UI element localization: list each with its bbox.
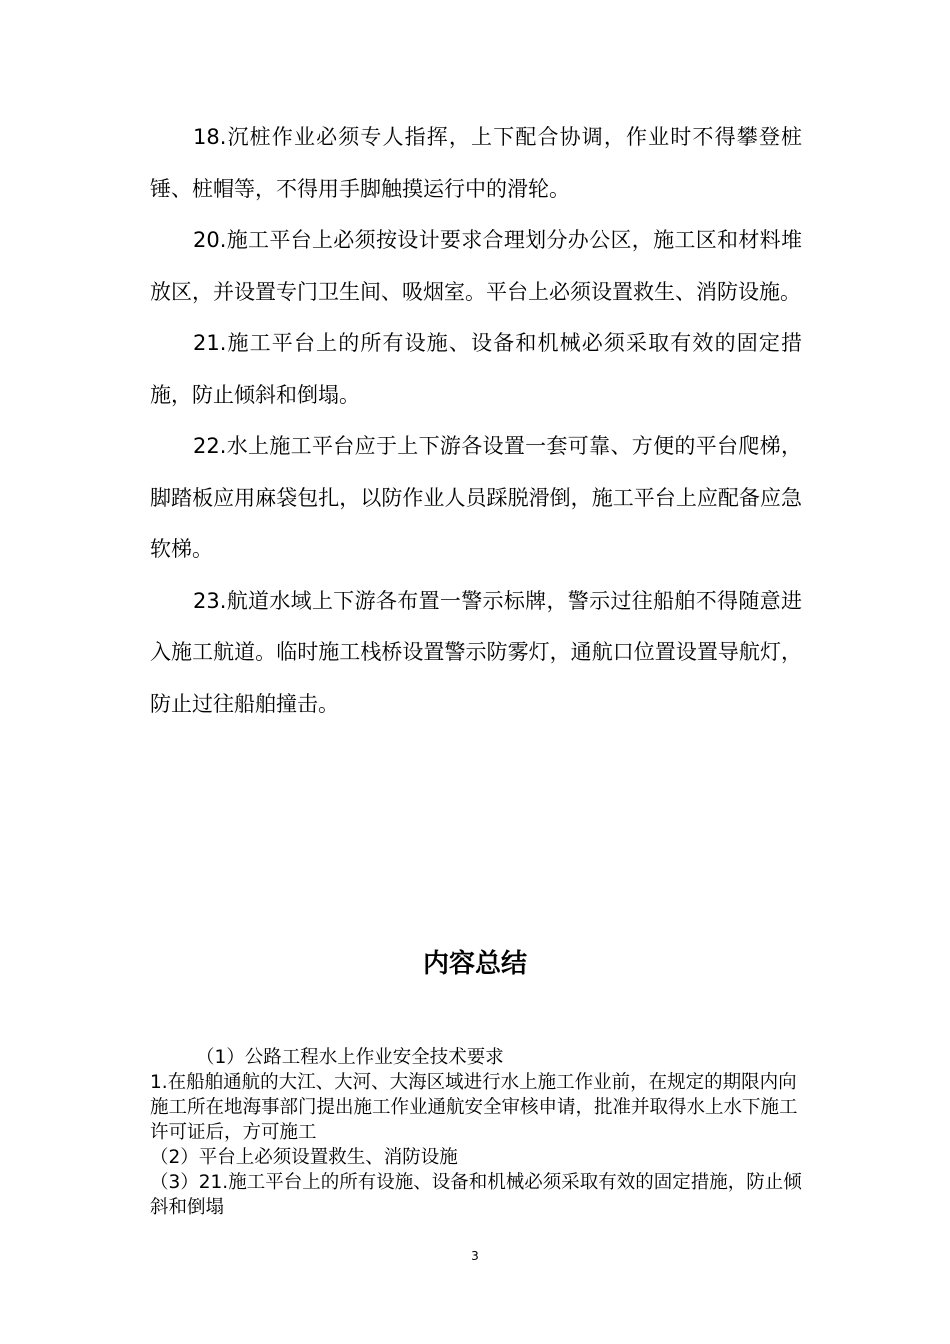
summary-line: （1）公路工程水上作业安全技术要求 [196,1047,504,1068]
summary-line: 1.在船舶通航的大江、大河、大海区域进行水上施工作业前，在规定的期限内向施工所在地海事部门提出施工作业通航安全审核申请，批准并取得水上水下施工许可证后，方可施工 [150,1072,798,1143]
page-number: 3 [471,1249,479,1263]
body-text [150,112,802,730]
summary-section [150,1045,802,1220]
paragraph-22: 22.水上施工平台应于上下游各设置一套可靠、方便的平台爬梯，脚踏板应用麻袋包扎，以防作业人员踩脱滑倒，施工平台上应配备应急软梯。 [150,434,802,561]
summary-line: （2）平台上必须设置救生、消防设施 [150,1147,458,1168]
paragraph-18: 18.沉桩作业必须专人指挥，上下配合协调，作业时不得攀登桩锤、桩帽等，不得用手脚触摸运行中的滑轮。 [150,125,802,201]
paragraph-20: 20.施工平台上必须按设计要求合理划分办公区，施工区和材料堆放区，并设置专门卫生间、吸烟室。平台上必须设置救生、消防设施。 [150,228,802,304]
paragraph-23: 23.航道水域上下游各布置一警示标牌，警示过往船舶不得随意进入施工航道。临时施工栈桥设置警示防雾灯，通航口位置设置导航灯，防止过往船舶撞击。 [150,588,802,716]
summary-line: （3）21.施工平台上的所有设施、设备和机械必须采取有效的固定措施，防止倾斜和倒塌 [150,1172,802,1218]
paragraph-21: 21.施工平台上的所有设施、设备和机械必须采取有效的固定措施，防止倾斜和倒塌。 [150,331,802,407]
summary-title: 内容总结 [422,949,527,979]
